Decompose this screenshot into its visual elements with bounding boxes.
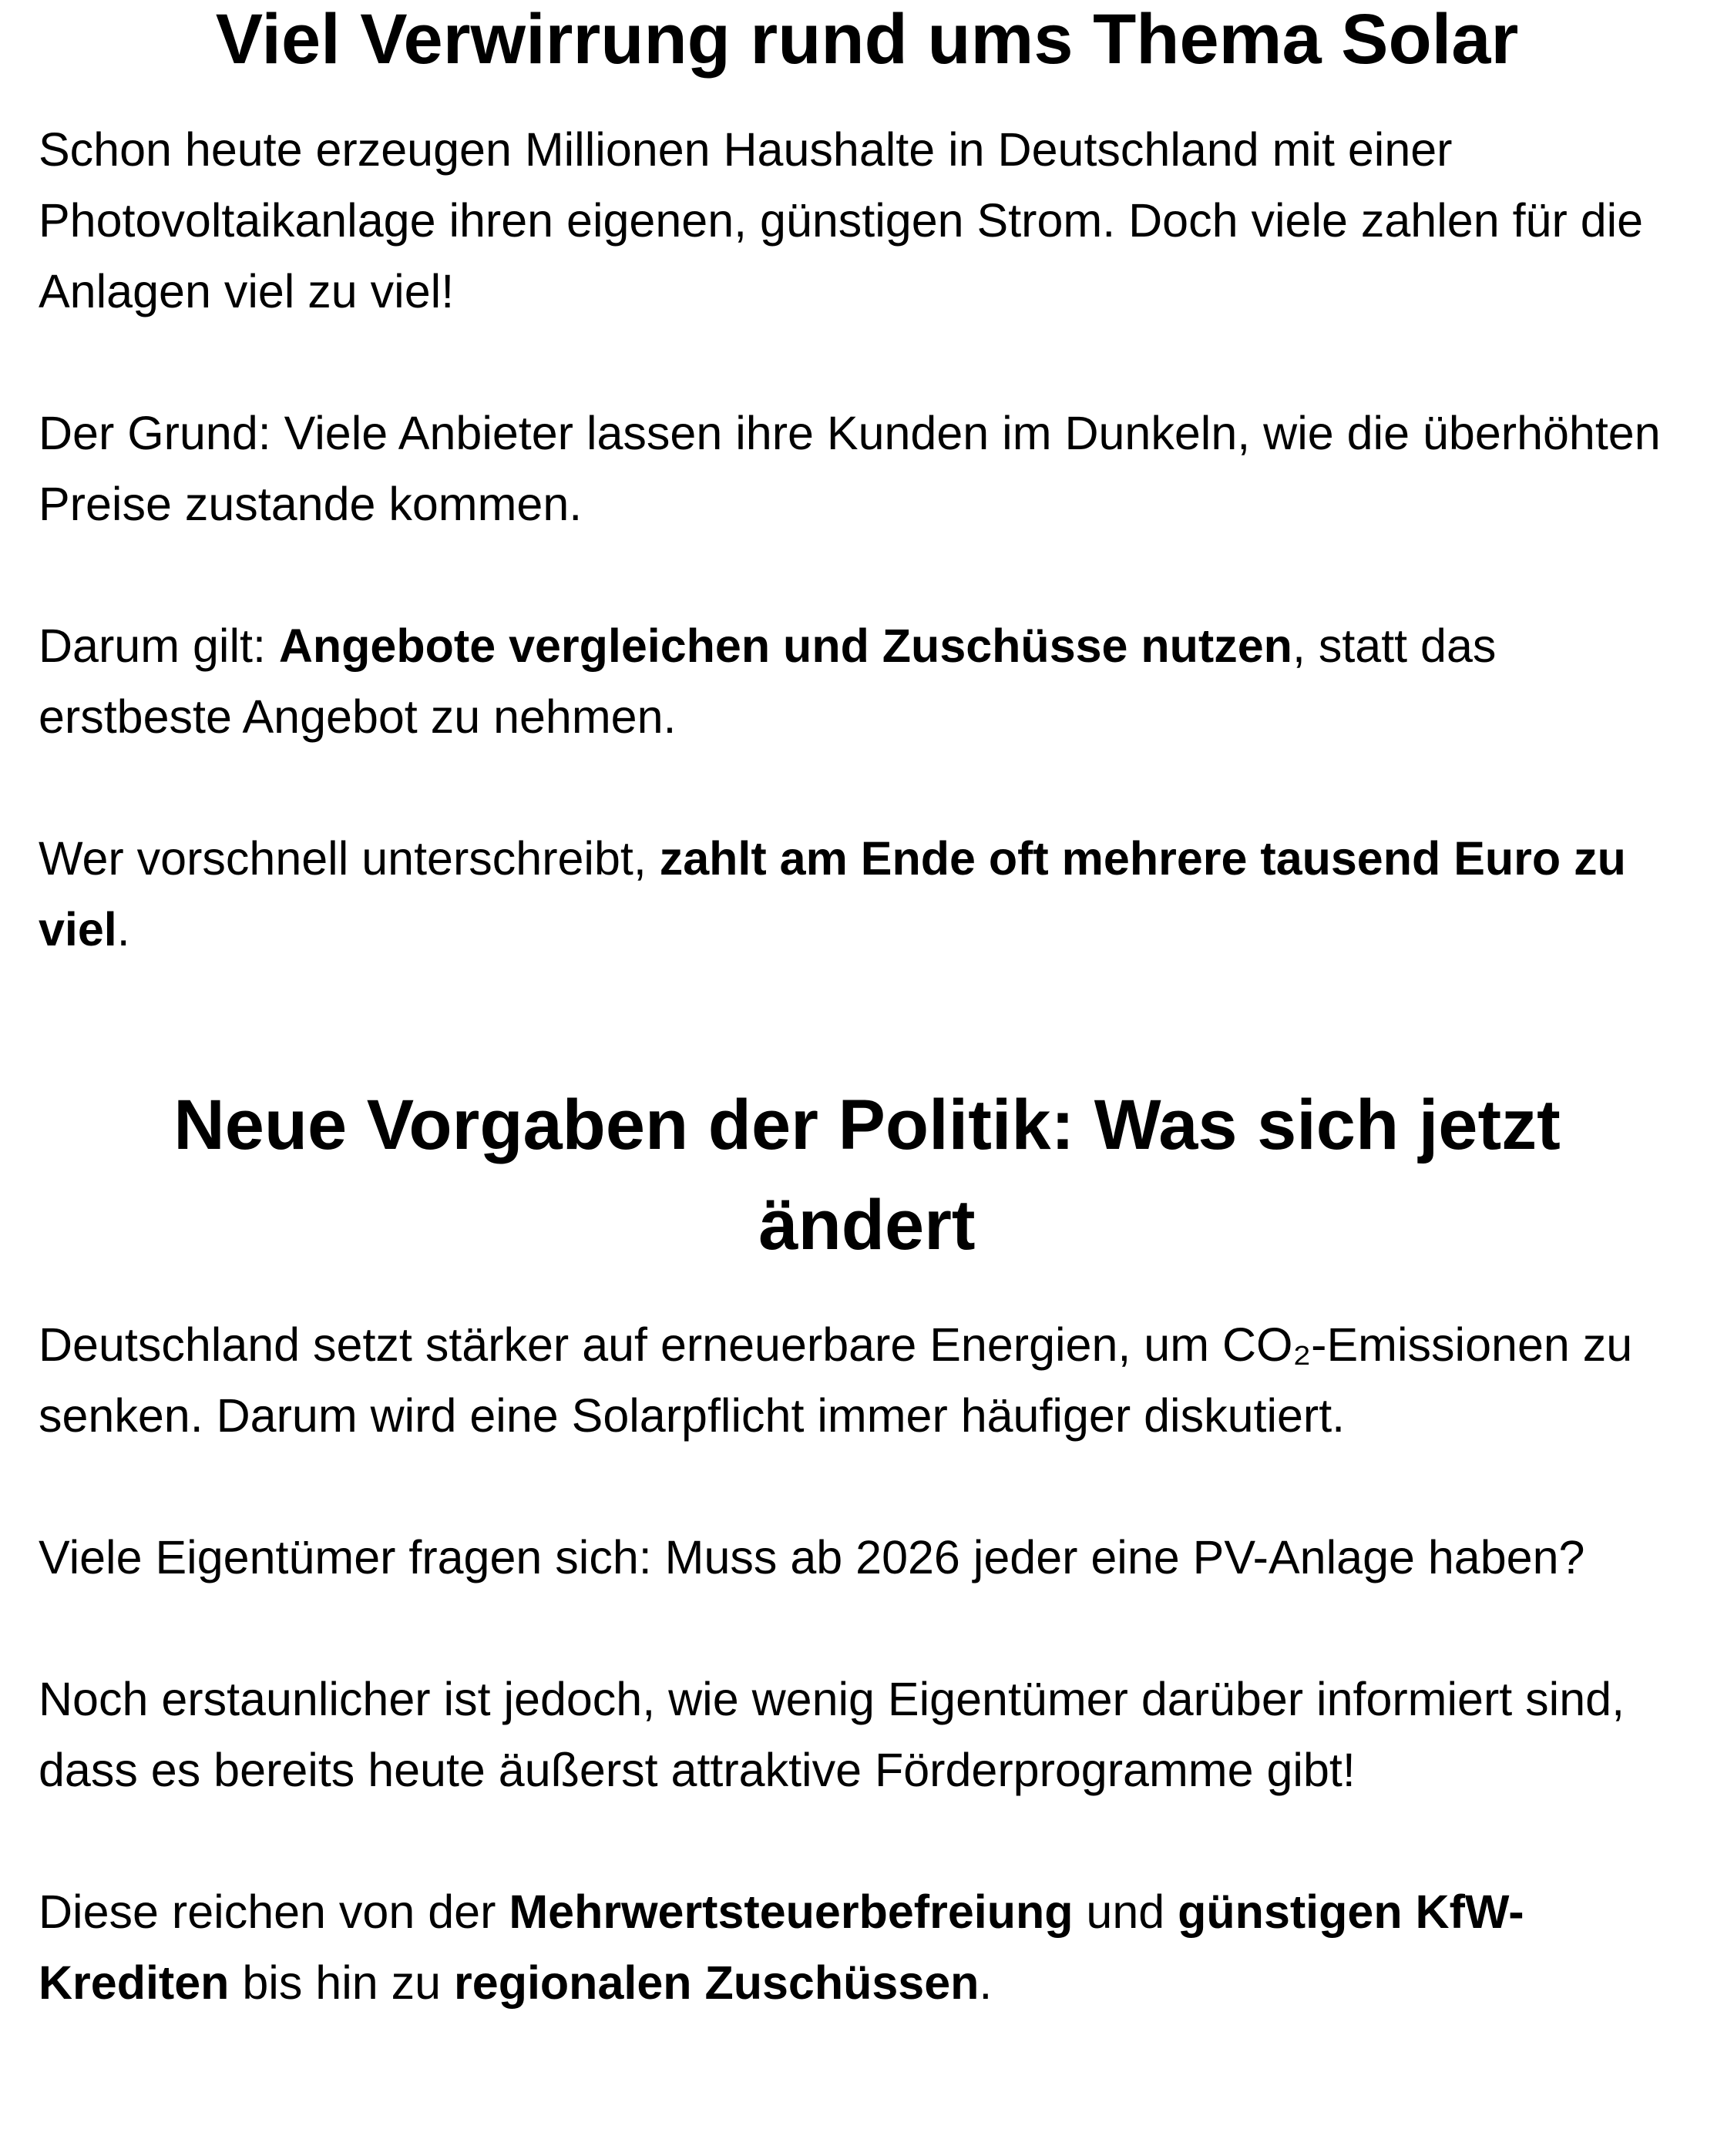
advice-text-bold: Angebote vergleichen und Zuschüsse nutzen [278, 620, 1292, 672]
warning-text-after: . [116, 903, 130, 955]
programs-text-2: und [1073, 1886, 1178, 1938]
advice-text-before: Darum gilt: [39, 620, 279, 672]
programs-text-3: bis hin zu [229, 1956, 455, 2009]
section-body-solar-confusion [39, 114, 1688, 965]
paragraph-reason: Der Grund: Viele Anbieter lassen ihre Kunden im Dunkeln, wie die überhöhten Preise zustande kommen. [39, 407, 1661, 530]
programs-text-1: Diese reichen von der [39, 1886, 509, 1938]
paragraph-funding: Noch erstaunlicher ist jedoch, wie wenig Eigentümer darüber informiert sind, dass es bereits heute äußerst attraktive Förderprogramme gibt! [39, 1673, 1625, 1796]
programs-bold-regional: regionalen Zuschüssen [454, 1956, 980, 2009]
section-body-policy [39, 1309, 1688, 2018]
programs-text-4: . [979, 1956, 993, 2009]
programs-bold-vat: Mehrwertsteuerbefreiung [509, 1886, 1074, 1938]
section-title-policy: Neue Vorgaben der Politik: Was sich jetzt ändert [173, 1086, 1561, 1264]
programs-bold-kfw: günstigen KfW-Krediten [39, 1886, 1524, 2009]
paragraph-intro: Schon heute erzeugen Millionen Haushalte in Deutschland mit einer Photovoltaikanlage ihren eigenen, günstigen Strom. Doch viele zahlen für die Anlagen viel zu viel! [39, 123, 1644, 317]
paragraph-question: Viele Eigentümer fragen sich: Muss ab 2026 jeder eine PV-Anlage haben? [39, 1531, 1585, 1583]
paragraph-programs [39, 1876, 1688, 2018]
paragraph-advice [39, 610, 1688, 752]
warning-text-bold: zahlt am Ende oft mehrere tausend Euro zu viel [39, 832, 1626, 955]
paragraph-energy-policy: Deutschland setzt stärker auf erneuerbare Energien, um CO₂-Emissionen zu senken. Darum wird eine Solarpflicht immer häufiger diskutiert. [39, 1318, 1633, 1442]
section-title-solar-confusion: Viel Verwirrung rund ums Thema Solar [215, 0, 1519, 79]
warning-text-before: Wer vorschnell unterschreibt, [39, 832, 660, 885]
advice-text-after: , statt das erstbeste Angebot zu nehmen. [39, 620, 1497, 743]
paragraph-warning [39, 823, 1688, 965]
